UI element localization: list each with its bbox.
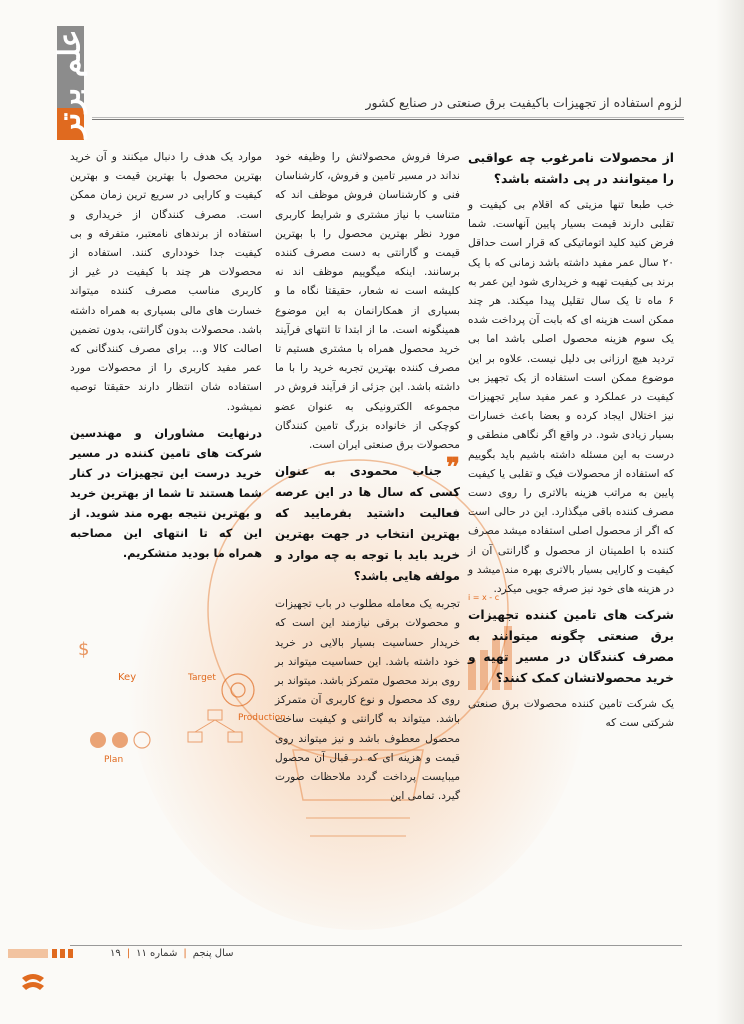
answer-paragraph-4: تجربه یک معامله مطلوب در باب تجهیزات و محصولات برقی نیازمند این است که خریدار حساسیت بسیار بالایی در خرید خود داشته باشد. این حساسیت میتواند بر روی برند محصول متمرکز باشد. میتواند بر روی کد محصول و نوع کاربری آن متمرکز باشد. میتواند به گارانتی و کیفیت ساخت محصول معطوف باشد و نیز میتواند روی قیمت و هزینه ای که در قبال آن محصول میبایست پرداخت گردد ملاحظات صورت گیرد. تمامی این (275, 598, 460, 803)
page-number: ۱۹ (110, 947, 121, 959)
footer-separator: | (183, 947, 187, 959)
section-tab-word (34, 28, 106, 138)
header-divider (92, 119, 684, 120)
article-column-right (468, 148, 674, 926)
page-footer (110, 945, 234, 961)
footer-separator-2: | (126, 947, 131, 959)
art-label-target: Target (188, 673, 216, 683)
article-column-left (70, 148, 262, 658)
quote-mark-icon: ❞ (446, 453, 460, 484)
art-label-key: Key (118, 672, 137, 683)
art-label-plan: Plan (104, 755, 124, 765)
section-tab-label: علم برتر (52, 28, 88, 138)
page-header-title: لزوم استفاده از تجهیزات باکیفیت برق صنعتی در صنایع کشور (365, 95, 682, 110)
dollar-icon: $ (78, 639, 90, 660)
interview-question-quote (275, 453, 460, 587)
footer-accent-bar (8, 949, 48, 958)
page-edge-shadow (716, 0, 744, 1024)
magazine-logo-icon (18, 968, 48, 998)
art-label-production: Production (238, 713, 286, 723)
closing-paragraph: درنهایت مشاوران و مهندسین شرکت های تامین کننده در مسیر خرید درست این تجهیزات در کنار شما هستند تا شما از بهترین خرید و بهترین نتیجه بهره مند شوید. از این که تا انتهای این مصاحبه همراه ما بودید متشکریم. (70, 425, 262, 560)
answer-paragraph-3: صرفا فروش محصولاتش را وظیفه خود نداند در مسیر تامین و فروش، کارشناسان فنی و کارشناسان فروش موظف اند که متناسب با نیاز مشتری و شرایط کاربری مورد نظر بهترین محصول را با بهترین قیمت و گارانتی به دست مصرف کننده برسانند. اینکه میگوییم موظف اند نه کلیشه است نه شعار، حقیقتا نگاه ما و بسیاری از همکارانمان به این موضوع همینگونه است. ما از ابتدا تا انتهای فرآیند خرید محصول همراه با مشتری هستیم تا مصرف کننده بهترین تجربه خرید را با ما داشته باشد. این جزئی از فرآیند فروش در مجموعه الکترونیکی به عنوان عضو کوچکی از خانواده بزرگ تامین کنندگان محصولات برق صنعتی ایران است. (275, 151, 460, 452)
art-label-formula: i = x - c (468, 593, 500, 602)
answer-paragraph-5: موارد یک هدف را دنبال میکنند و آن خرید بهترین محصول با بهترین قیمت و بهترین کیفیت و کارایی در سریع ترین زمان ممکن است. مصرف کنندگان از خریداری و استفاده از برندهای نامعتبر، متفرقه و بی کیفیت جدا خودداری کنند. استفاده از محصولات هر چند با کیفیت در غیر از کاربری مناسب مصرف کننده میتواند خسارت های مالی بسیاری به همراه داشته باشد. محصولات بدون گارانتی، بدون تضمین اصالت کالا و... برای مصرف کنندگانی که عمر مفید کاربری را از محصولات مورد استفاده شان انتظار دارند حقیقتا توصیه نمیشود. (70, 151, 262, 413)
question-heading: از محصولات نامرغوب چه عواقبی را میتوانند در پی داشته باشد؟ (468, 151, 674, 186)
question-heading-2: شرکت های تامین کننده تجهیزات برق صنعتی چگونه میتوانند به مصرف کنندگان در مسیر تهیه و خرید محصولاتشان کمک کنند؟ (468, 608, 674, 686)
answer-paragraph-2: یک شرکت تامین کننده محصولات برق صنعتی شرکتی ست که (468, 698, 674, 730)
footer-issue: شماره ۱۱ (136, 947, 178, 959)
answer-paragraph: خب طبعا تنها مزیتی که اقلام بی کیفیت و تقلبی دارند قیمت بسیار پایین آنهاست. شما فرض کنید کلید اتوماتیکی که قرار است حداقل ۲۰ سال عمر مفید داشته باشد زمانی که با یک برند بی کیفیت تهیه و خریداری شود این عمر به ۶ ماه تا یک سال تقلیل پیدا میکند. هر چند ممکن است هزینه ای که بابت آن پرداخت شده یک سوم هزینه محصول اصلی باشد اما بی تردید هیچ ارزانی بی دلیل نیست. علاوه بر این موضوع ممکن است استفاده از یک تجهیز بی کیفیت در عملکرد و عمر مفید سایر تجهیزات نیز اختلال ایجاد کرده و بعضا باعث خسارات بسیار زیادی شود. در واقع اگر نگاهی منطقی و درست به این مسئله داشته باشیم باید بگوییم که استفاده از محصولات فیک و تقلبی یا کیفیت پایین به مراتب هزینه بالاتری را روی دست مصرف کننده باقی میگذارد. این در حالی است که اگر از محصول اصلی استفاده میشد مصرف کننده با اطمینان از محصول و گارانتی آن از کیفیت و کارایی بسیار بالاتری بهره مند میشد و در هزینه های خود نیز صرفه جویی میکرد. (468, 199, 674, 596)
footer-accent-squares (52, 949, 73, 958)
header-divider-light (92, 117, 684, 118)
article-column-middle (275, 148, 460, 926)
quote-text: جناب محمودی به عنوان کسی که سال ها در این عرصه فعالیت داشتید بفرمایید که بهترین انتخاب در جهت بهترین خرید باید با توجه به چه موارد و مولفه هایی باشد؟ (275, 464, 460, 584)
footer-year: سال پنجم (192, 947, 234, 959)
